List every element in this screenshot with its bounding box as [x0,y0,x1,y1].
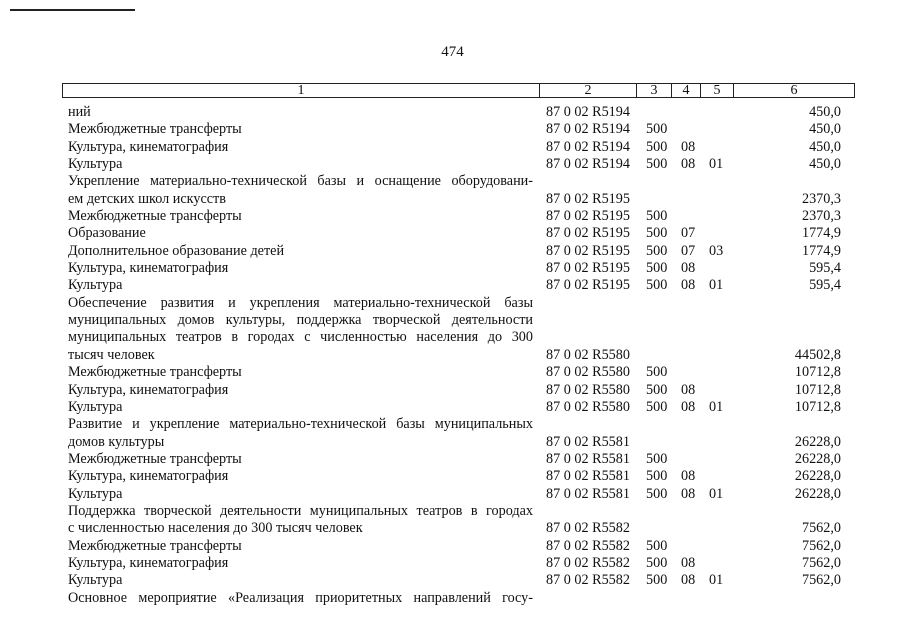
row-col-3: 500 [646,537,668,554]
row-code: 87 0 02 R5194 [546,104,630,120]
row-value: 10712,8 [794,364,841,381]
row-name: Развитие и укрепление материально-технической базы муниципальных [68,416,533,433]
table-row [0,590,905,607]
header-col-4: 4 [671,83,701,98]
row-col-5: 01 [709,572,724,589]
row-col-3: 500 [646,121,668,138]
row-col-3: 500 [646,156,668,173]
row-col-3: 500 [646,398,668,415]
row-name: тысяч человек [68,346,155,363]
row-name: Межбюджетные трансферты [68,537,242,554]
table-row [0,416,905,433]
row-code: 87 0 02 R5580 [546,398,630,415]
row-code: 87 0 02 R5580 [546,346,630,363]
row-name: ем детских школ искусств [68,190,226,207]
table-row [0,520,905,537]
row-col-4: 07 [681,242,696,259]
row-code: 87 0 02 R5582 [546,537,630,554]
row-name: Дополнительное образование детей [68,242,285,259]
row-name: Укрепление материально-технической базы и оснащение оборудовани- [68,173,533,190]
row-name: Межбюджетные трансферты [68,208,242,225]
table-row [0,329,905,346]
row-name: Культура, кинематография [68,260,229,277]
table-row [0,139,905,156]
row-name: Культура, кинематография [68,554,229,571]
row-name: домов культуры [68,433,165,450]
table-row [0,468,905,485]
header-col-6: 6 [733,83,855,98]
row-code: 87 0 02 R5581 [546,433,630,450]
row-code: 87 0 02 R5582 [546,554,630,571]
row-col-5: 01 [709,277,724,294]
row-code: 87 0 02 R5194 [546,121,630,138]
row-col-4: 08 [681,138,696,155]
row-value: 1774,9 [801,242,841,259]
header-col-2: 2 [539,83,637,98]
table-row [0,434,905,451]
table-row [0,451,905,468]
row-name: Обеспечение развития и укрепления материально-технической базы [68,294,533,311]
table-row [0,538,905,555]
row-value: 26228,0 [794,433,841,450]
row-value: 7562,0 [801,520,841,537]
row-value: 7562,0 [801,554,841,571]
table-row [0,382,905,399]
top-rule [10,9,135,11]
row-name: Культура, кинематография [68,381,229,398]
row-code: 87 0 02 R5195 [546,225,630,242]
row-code: 87 0 02 R5194 [546,156,630,173]
row-code: 87 0 02 R5194 [546,138,630,155]
table-row [0,191,905,208]
row-col-3: 500 [646,225,668,242]
row-col-4: 08 [681,485,696,502]
row-col-4: 08 [681,572,696,589]
row-code: 87 0 02 R5580 [546,381,630,398]
row-code: 87 0 02 R5582 [546,520,630,537]
row-value: 26228,0 [794,468,841,485]
row-col-3: 500 [646,277,668,294]
row-value: 450,0 [809,156,841,173]
table-row [0,173,905,190]
row-col-4: 08 [681,554,696,571]
row-name: муниципальных домов культуры, поддержка творческой деятельности [68,312,533,329]
row-col-3: 500 [646,208,668,225]
row-name: Культура, кинематография [68,468,229,485]
table-header [62,83,855,99]
row-value: 450,0 [809,138,841,155]
row-col-4: 08 [681,468,696,485]
row-code: 87 0 02 R5581 [546,450,630,467]
row-col-5: 01 [709,485,724,502]
row-col-5: 01 [709,156,724,173]
table-row [0,156,905,173]
row-col-3: 500 [646,364,668,381]
row-code: 87 0 02 R5582 [546,572,630,589]
table-row [0,364,905,381]
row-value: 2370,3 [801,208,841,225]
row-col-3: 500 [646,242,668,259]
row-col-3: 500 [646,381,668,398]
row-value: 26228,0 [794,450,841,467]
row-name: Межбюджетные трансферты [68,364,242,381]
row-name: Культура [68,485,123,502]
row-col-4: 08 [681,398,696,415]
table-body [0,104,905,607]
row-col-3: 500 [646,572,668,589]
row-code: 87 0 02 R5580 [546,364,630,381]
header-col-1: 1 [62,83,540,98]
table-row [0,208,905,225]
row-name: Межбюджетные трансферты [68,450,242,467]
row-value: 44502,8 [794,346,841,363]
row-code: 87 0 02 R5581 [546,485,630,502]
row-name: Культура [68,156,123,173]
row-col-4: 08 [681,156,696,173]
row-col-3: 500 [646,138,668,155]
header-col-5: 5 [700,83,734,98]
row-code: 87 0 02 R5195 [546,260,630,277]
row-col-3: 500 [646,554,668,571]
row-name: муниципальных театров в городах с численностью населения до 300 [68,329,533,346]
row-name: Основное мероприятие «Реализация приоритетных направлений госу- [68,589,533,606]
page-number: 474 [441,44,464,60]
row-name: Культура, кинематография [68,138,229,155]
row-col-3: 500 [646,450,668,467]
row-col-4: 08 [681,260,696,277]
row-col-5: 03 [709,242,724,259]
row-col-4: 08 [681,277,696,294]
row-name: Образование [68,225,146,242]
table-row [0,347,905,364]
row-value: 595,4 [809,260,841,277]
row-value: 26228,0 [794,485,841,502]
row-value: 10712,8 [794,381,841,398]
row-col-4: 08 [681,381,696,398]
row-name: Культура [68,398,123,415]
table-row [0,295,905,312]
row-code: 87 0 02 R5581 [546,468,630,485]
table-row [0,243,905,260]
row-value: 450,0 [809,104,841,120]
row-code: 87 0 02 R5195 [546,277,630,294]
table-row [0,121,905,138]
table-row [0,555,905,572]
row-value: 450,0 [809,121,841,138]
table-row [0,486,905,503]
table-row [0,225,905,242]
table-row [0,260,905,277]
row-col-3: 500 [646,260,668,277]
row-name: Культура [68,277,123,294]
row-col-3: 500 [646,468,668,485]
table-row [0,104,905,121]
row-name: Поддержка творческой деятельности муниципальных театров в городах [68,502,533,519]
table-row [0,399,905,416]
row-value: 7562,0 [801,572,841,589]
row-name: ний [68,104,91,120]
row-value: 1774,9 [801,225,841,242]
header-col-3: 3 [636,83,672,98]
row-value: 595,4 [809,277,841,294]
row-name: с численностью населения до 300 тысяч человек [68,520,363,537]
row-name: Межбюджетные трансферты [68,121,242,138]
row-col-4: 07 [681,225,696,242]
table-row [0,312,905,329]
row-code: 87 0 02 R5195 [546,208,630,225]
row-value: 10712,8 [794,398,841,415]
row-value: 2370,3 [801,190,841,207]
row-name: Культура [68,572,123,589]
row-value: 7562,0 [801,537,841,554]
row-col-3: 500 [646,485,668,502]
table-row [0,503,905,520]
row-col-5: 01 [709,398,724,415]
table-row [0,277,905,294]
table-row [0,572,905,589]
row-code: 87 0 02 R5195 [546,242,630,259]
row-code: 87 0 02 R5195 [546,190,630,207]
